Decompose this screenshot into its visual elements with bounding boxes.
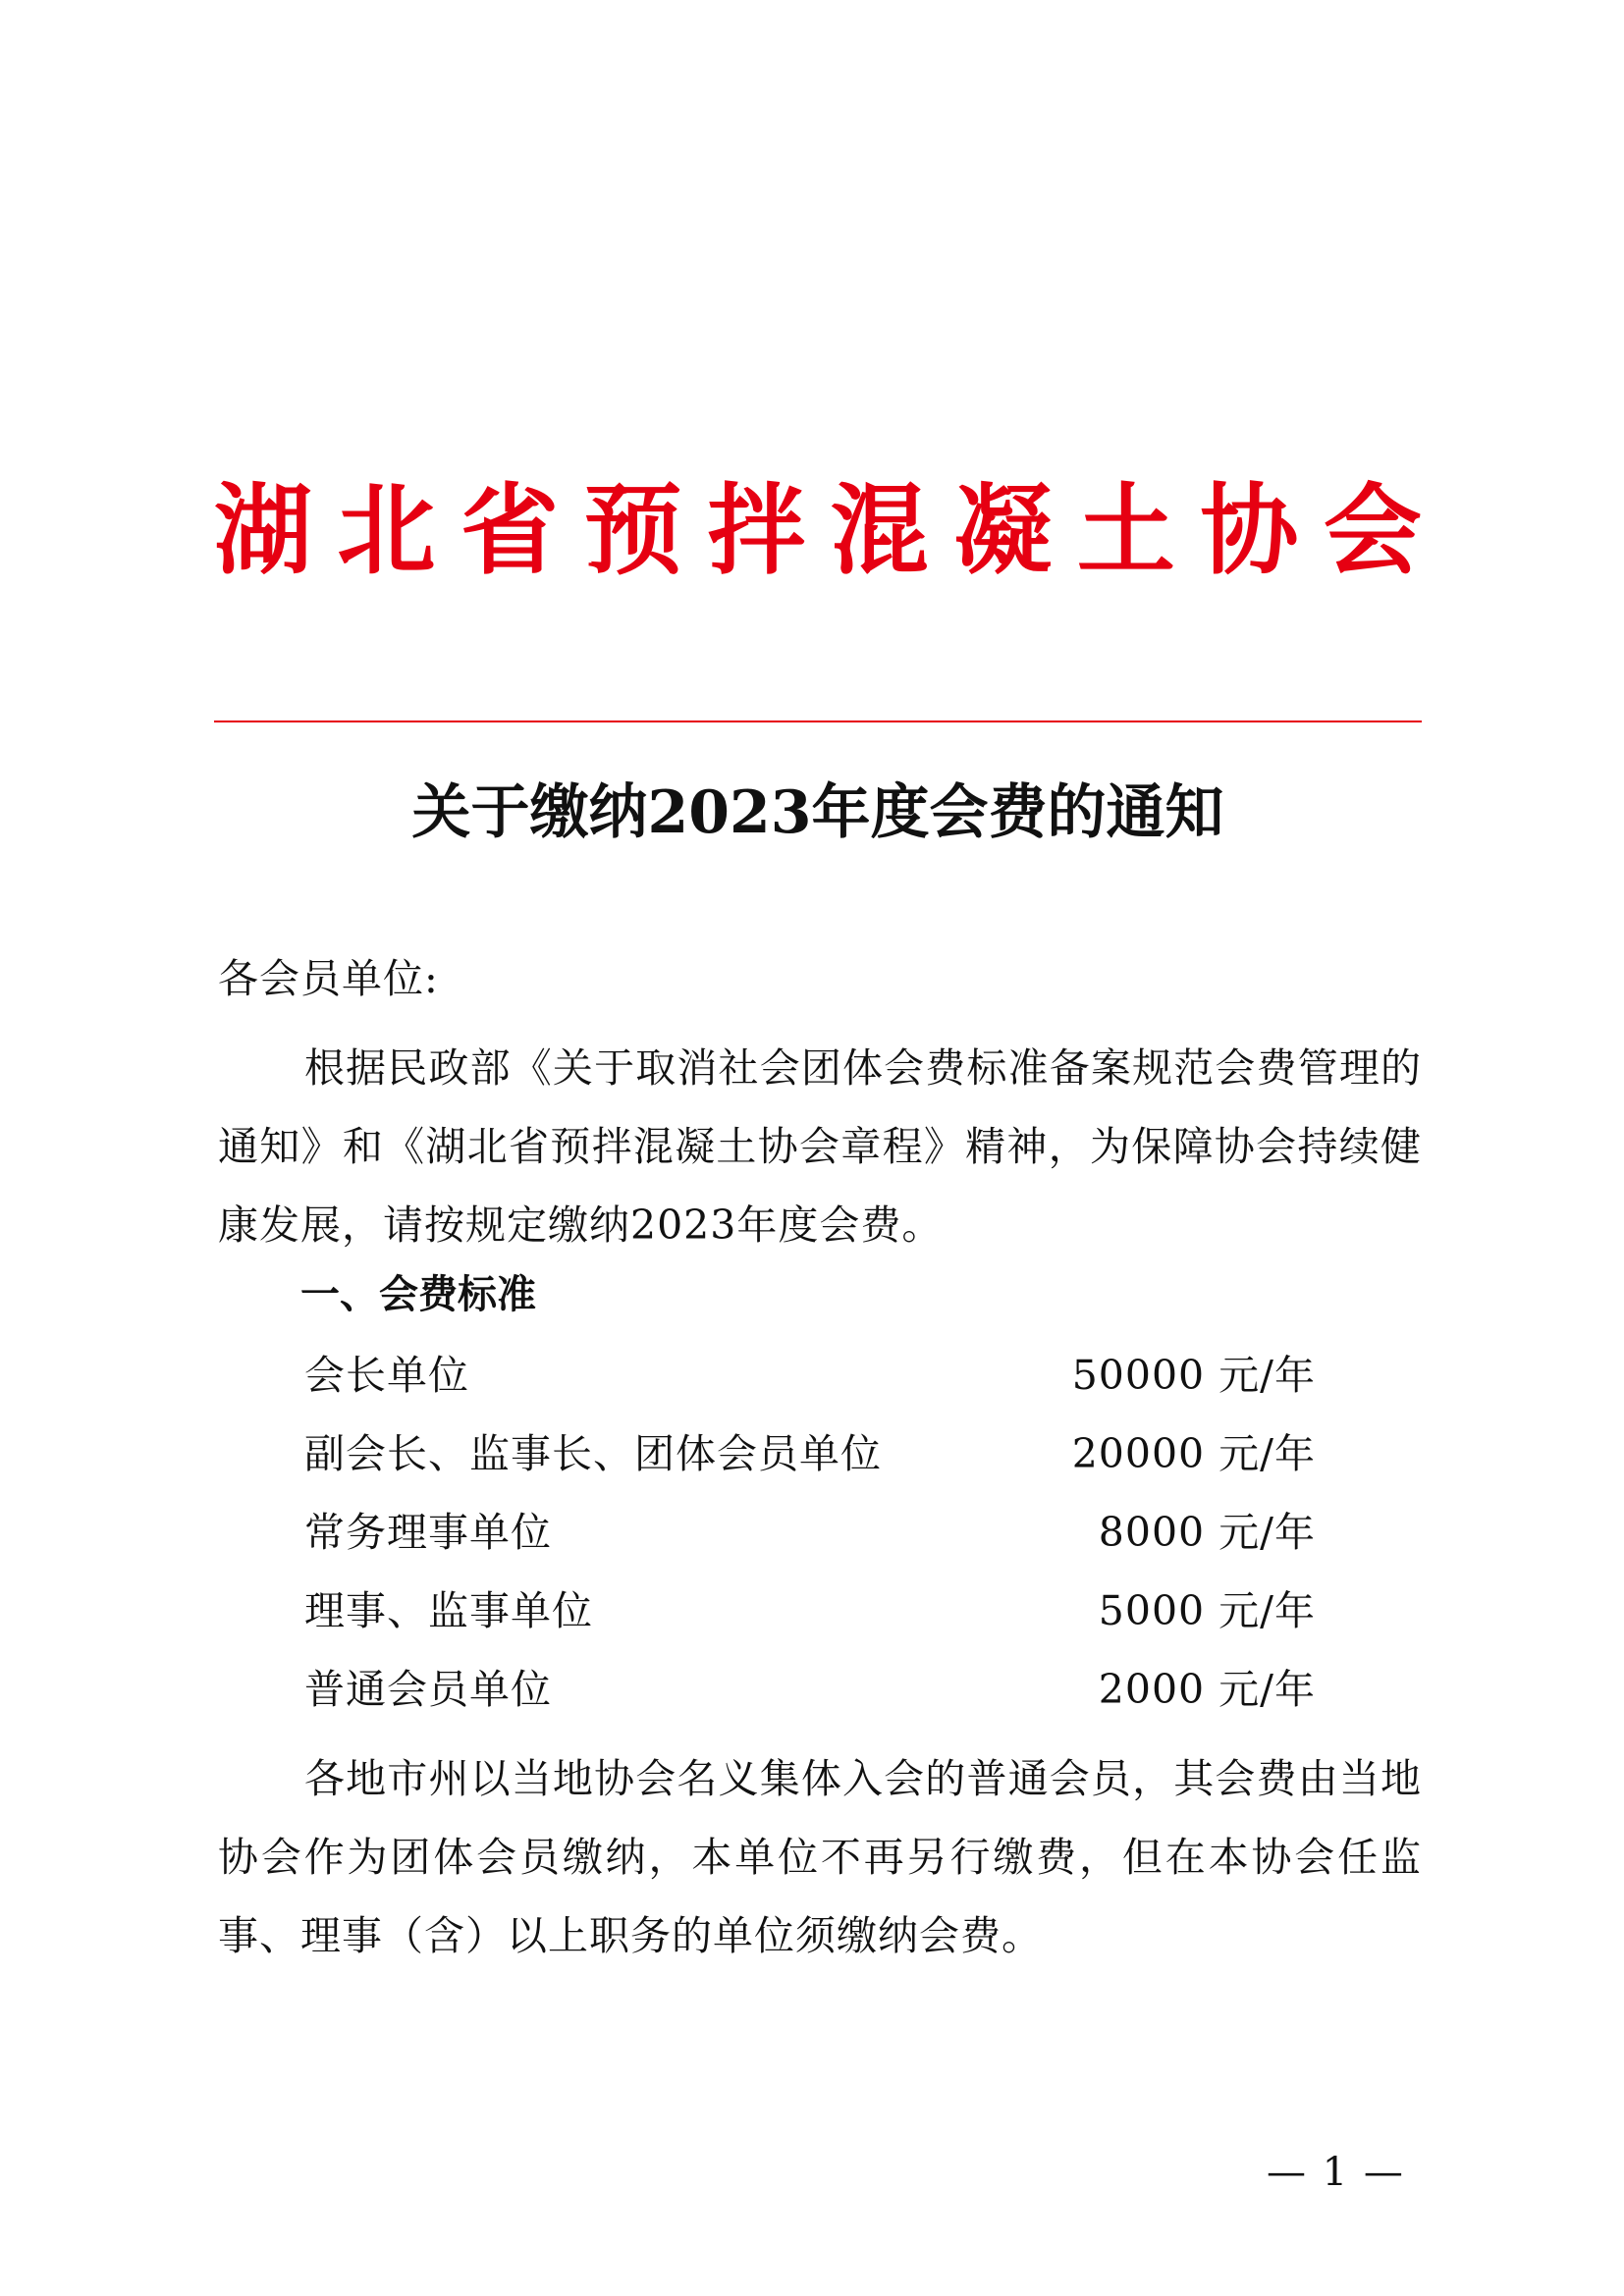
fee-label: 理事、监事单位: [304, 1587, 593, 1634]
letterhead-divider: [214, 721, 1422, 722]
fee-row: [304, 1584, 1316, 1637]
letterhead-char: 北: [337, 472, 436, 588]
fee-label: 会长单位: [304, 1352, 469, 1399]
salutation: 各会员单位:: [218, 955, 439, 1002]
letterhead-char: 混: [830, 472, 929, 588]
intro-paragraph: 根据民政部《关于取消社会团体会费标准备案规范会费管理的通知》和《湖北省预拌混凝土协会章程》精神，为保障协会持续健康发展，请按规定缴纳2023年度会费。: [218, 1044, 1422, 1249]
fee-label: 副会长、监事长、团体会员单位: [304, 1430, 882, 1477]
fee-row: [304, 1427, 1316, 1480]
letterhead-char: 土: [1076, 472, 1175, 588]
fee-amount: 20000 元/年: [1071, 1430, 1316, 1477]
fee-row: [304, 1506, 1316, 1559]
letterhead-char: 会: [1323, 472, 1422, 588]
fee-label: 普通会员单位: [304, 1666, 552, 1713]
letterhead-char: 协: [1200, 472, 1299, 588]
letterhead-char: 省: [460, 472, 560, 588]
letterhead-char: 湖: [214, 472, 312, 588]
fee-label: 常务理事单位: [304, 1509, 552, 1556]
fee-row: [304, 1663, 1316, 1716]
fee-row: [304, 1349, 1316, 1402]
letterhead-char: 预: [583, 472, 682, 588]
group-membership-paragraph: 各地市州以当地协会名义集体入会的普通会员，其会费由当地协会作为团体会员缴纳，本单位不再另行缴费，但在本协会任监事、理事（含）以上职务的单位须缴纳会费。: [218, 1755, 1422, 1959]
letterhead-char: 凝: [953, 472, 1053, 588]
document-title: 关于缴纳2023年度会费的通知: [411, 778, 1224, 847]
fee-amount: 50000 元/年: [1071, 1352, 1316, 1399]
letterhead-char: 拌: [707, 472, 806, 588]
fee-amount: 2000 元/年: [1098, 1666, 1316, 1713]
fee-amount: 8000 元/年: [1098, 1509, 1316, 1556]
fee-amount: 5000 元/年: [1098, 1587, 1316, 1634]
section-heading-fee-standard: 一、会费标准: [300, 1272, 536, 1317]
page-number: — 1 —: [1267, 2150, 1405, 2195]
organization-letterhead: [214, 461, 1422, 599]
